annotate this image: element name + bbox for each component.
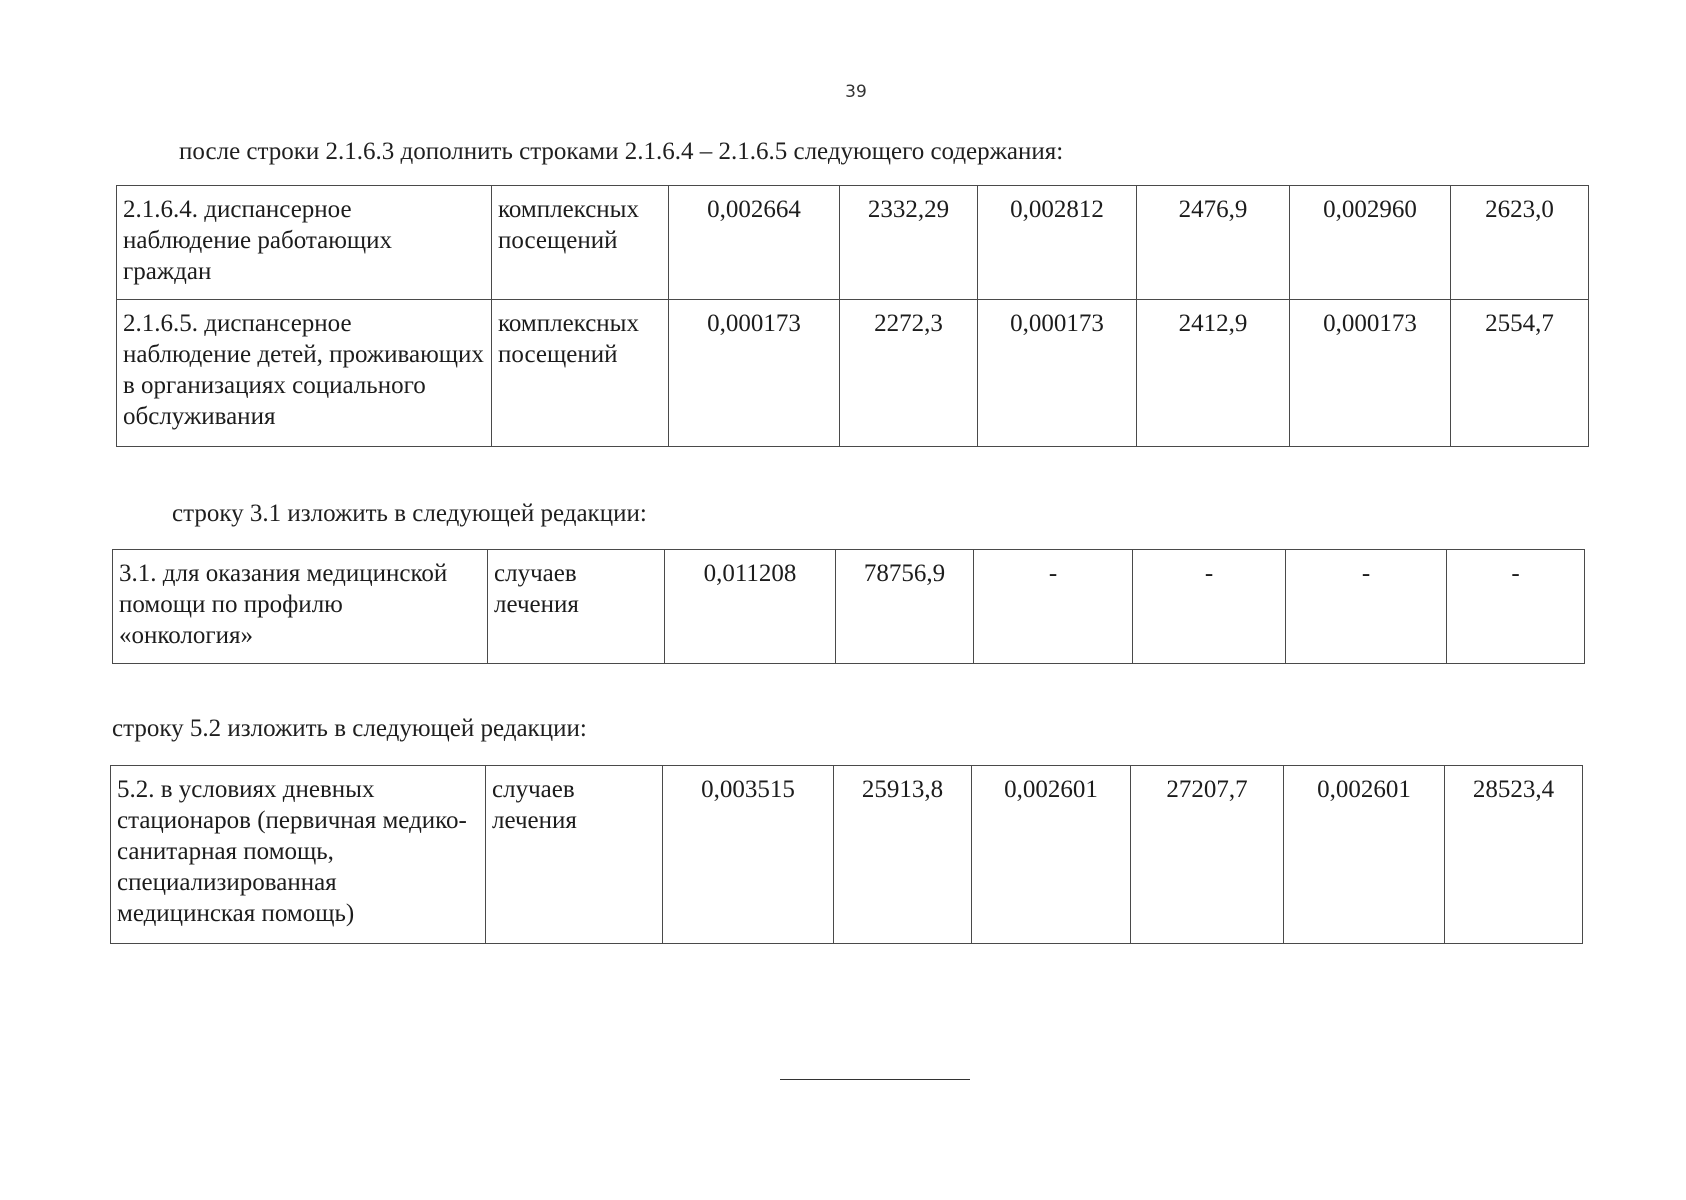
value-cell: 2623,0: [1451, 186, 1589, 300]
section-intro: строку 3.1 изложить в следующей редакции:: [172, 500, 647, 527]
value-cell: 0,000173: [978, 300, 1137, 447]
section-intro: после строки 2.1.6.3 дополнить строками 2.1.6.4 – 2.1.6.5 следующего содержания:: [179, 138, 1064, 165]
value-cell: 0,003515: [663, 766, 834, 944]
section-intro: строку 5.2 изложить в следующей редакции:: [112, 715, 587, 742]
value-cell: 2554,7: [1451, 300, 1589, 447]
value-cell: -: [1447, 550, 1585, 664]
value-cell: 25913,8: [834, 766, 972, 944]
value-cell: -: [1286, 550, 1447, 664]
value-cell: 2272,3: [840, 300, 978, 447]
value-cell: 27207,7: [1131, 766, 1284, 944]
row-name: 5.2. в условиях дневных стационаров (первичная медико-санитарная помощь, специализированная медицинская помощь): [111, 766, 486, 944]
row-unit: случаев лечения: [486, 766, 663, 944]
table-row: [113, 550, 1585, 664]
row-name: 2.1.6.4. диспансерное наблюдение работающих граждан: [117, 186, 492, 300]
table-row: [111, 766, 1583, 944]
row-unit: комплексных посещений: [492, 186, 669, 300]
value-cell: 0,002601: [1284, 766, 1445, 944]
amendment-table-3: [110, 765, 1583, 944]
table-row: [117, 186, 1589, 300]
amendment-table-1: [116, 185, 1589, 447]
value-cell: -: [1133, 550, 1286, 664]
end-divider: [780, 1079, 970, 1080]
row-unit: комплексных посещений: [492, 300, 669, 447]
value-cell: 2332,29: [840, 186, 978, 300]
value-cell: 0,002664: [669, 186, 840, 300]
value-cell: -: [974, 550, 1133, 664]
row-name: 2.1.6.5. диспансерное наблюдение детей, проживающих в организациях социального обслуживания: [117, 300, 492, 447]
value-cell: 0,002960: [1290, 186, 1451, 300]
row-unit: случаев лечения: [488, 550, 665, 664]
table-row: [117, 300, 1589, 447]
value-cell: 0,000173: [669, 300, 840, 447]
value-cell: 2476,9: [1137, 186, 1290, 300]
page-number: 39: [845, 82, 867, 102]
value-cell: 0,002812: [978, 186, 1137, 300]
amendment-table-2: [112, 549, 1585, 664]
value-cell: 78756,9: [836, 550, 974, 664]
value-cell: 0,002601: [972, 766, 1131, 944]
value-cell: 0,011208: [665, 550, 836, 664]
value-cell: 2412,9: [1137, 300, 1290, 447]
value-cell: 28523,4: [1445, 766, 1583, 944]
row-name: 3.1. для оказания медицинской помощи по профилю «онкология»: [113, 550, 488, 664]
value-cell: 0,000173: [1290, 300, 1451, 447]
